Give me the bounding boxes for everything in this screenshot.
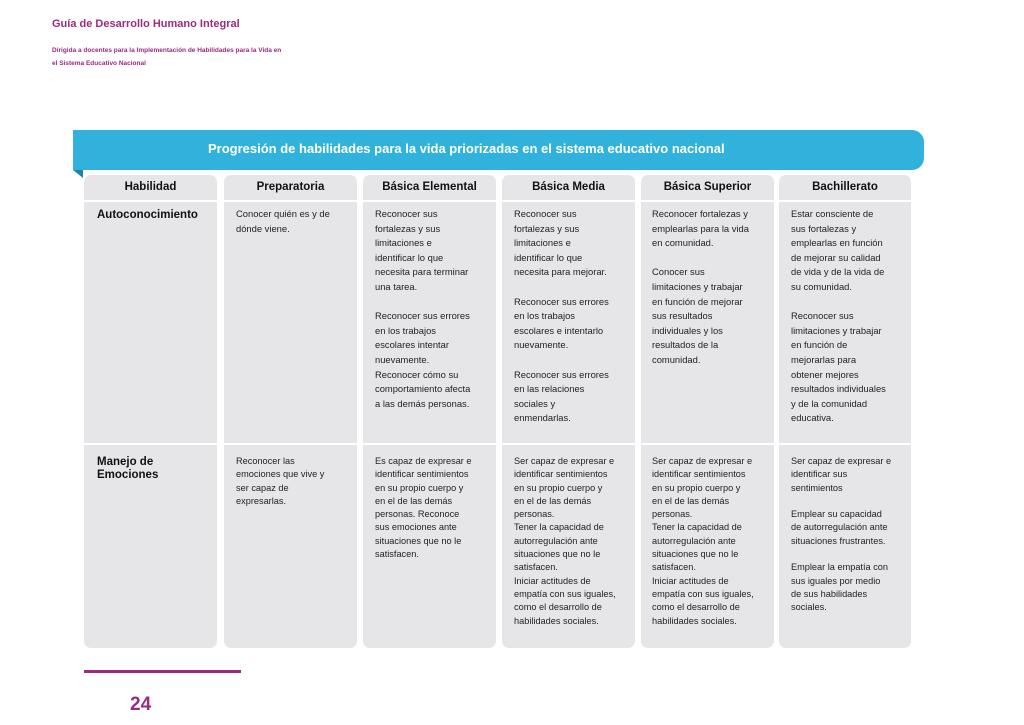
header-divider — [84, 200, 911, 202]
cell-text: Iniciar actitudes de empatía con sus iguales, como el desarrollo de habilidades sociales. — [514, 575, 616, 626]
cell-autoconocimiento-basica-superior — [652, 207, 780, 368]
column-header-habilidad: Habilidad — [124, 181, 177, 193]
column-header-basica-media: Básica Media — [532, 181, 605, 193]
cell-text: Reconocer sus errores en los trabajos escolares e intentarlo nuevamente. — [514, 295, 609, 351]
banner-fold-decoration — [73, 170, 83, 178]
cell-text: Tener la capacidad de autorregulación ante situaciones que no le satisfacen. — [652, 522, 742, 573]
document-title: Guía de Desarrollo Humano Integral — [52, 18, 240, 30]
column-preparatoria — [224, 175, 357, 648]
cell-text: Emplear su capacidad de autorregulación ante situaciones frustrantes. — [791, 509, 888, 546]
cell-autoconocimiento-basica-elemental — [375, 207, 503, 411]
cell-emociones-preparatoria — [236, 455, 364, 508]
page-number: 24 — [130, 694, 152, 715]
cell-text: Ser capaz de expresar e identificar sus sentimientos — [791, 456, 892, 493]
document-subtitle: Dirigida a docentes para la Implementación de Habilidades para la Vida en el Sistema Educativo Nacional — [52, 47, 282, 67]
footer-rule — [84, 670, 241, 673]
cell-emociones-basica-superior — [652, 455, 780, 628]
cell-text: Tener la capacidad de autorregulación ante situaciones que no le satisfacen. — [514, 522, 604, 573]
cell-emociones-basica-elemental — [375, 455, 503, 561]
cell-text: Ser capaz de expresar e identificar sentimientos en su propio cuerpo y en el de las demás personas. — [514, 456, 615, 520]
cell-text: Ser capaz de expresar e identificar sentimientos en su propio cuerpo y en el de las demás personas. — [652, 456, 753, 520]
cell-text: Reconocer las emociones que vive y ser capaz de expresarlas. — [236, 456, 325, 506]
cell-text: Reconocer sus fortalezas y sus limitaciones e identificar lo que necesita para terminar una tarea. — [375, 208, 469, 292]
row-label-autoconocimiento: Autoconocimiento — [97, 209, 198, 221]
cell-text: Reconocer sus limitaciones y trabajar en función de mejorarlas para obtener mejores resultados individuales y de la comunidad educativa. — [791, 310, 886, 424]
cell-autoconocimiento-preparatoria — [236, 207, 364, 236]
column-header-basica-elemental: Básica Elemental — [382, 181, 477, 193]
cell-text: Iniciar actitudes de empatía con sus iguales, como el desarrollo de habilidades sociales. — [652, 575, 754, 626]
column-header-preparatoria: Preparatoria — [256, 181, 325, 193]
row-divider — [84, 443, 911, 445]
cell-emociones-basica-media — [514, 455, 642, 628]
cell-text: Reconocer sus errores en los trabajos escolares intentar nuevamente. Reconocer cómo su comportamiento afecta a las demás personas. — [375, 310, 471, 409]
cell-text: Es capaz de expresar e identificar sentimientos en su propio cuerpo y en el de las demás personas. Reconoce sus emociones ante situaciones que no le satisfacen. — [375, 456, 472, 560]
cell-text: Conocer quién es y de dónde viene. — [236, 208, 330, 234]
column-header-basica-superior: Básica Superior — [663, 181, 752, 193]
column-header-bachillerato: Bachillerato — [812, 181, 878, 193]
cell-emociones-bachillerato — [791, 455, 919, 615]
table-title: Progresión de habilidades para la vida priorizadas en el sistema educativo nacional — [208, 141, 725, 156]
cell-autoconocimiento-basica-media — [514, 207, 642, 426]
cell-text: Emplear la empatía con sus iguales por medio de sus habilidades sociales. — [791, 562, 889, 613]
column-habilidad — [84, 175, 217, 648]
cell-text: Reconocer sus errores en las relaciones sociales y enmendarlas. — [514, 368, 609, 424]
cell-text: Reconocer fortalezas y emplearlas para la vida en comunidad. — [652, 208, 749, 249]
cell-text: Conocer sus limitaciones y trabajar en función de mejorar sus resultados individuales y los resultados de la comunidad. — [652, 266, 743, 365]
cell-text: Estar consciente de sus fortalezas y emplearlas en función de mejorar su calidad de vida y de la vida de su comunidad. — [791, 208, 885, 292]
row-label-manejo-de-emociones: Manejo de Emociones — [97, 456, 159, 481]
cell-autoconocimiento-bachillerato — [791, 207, 919, 426]
cell-text: Reconocer sus fortalezas y sus limitaciones e identificar lo que necesita para mejorar. — [514, 208, 607, 278]
